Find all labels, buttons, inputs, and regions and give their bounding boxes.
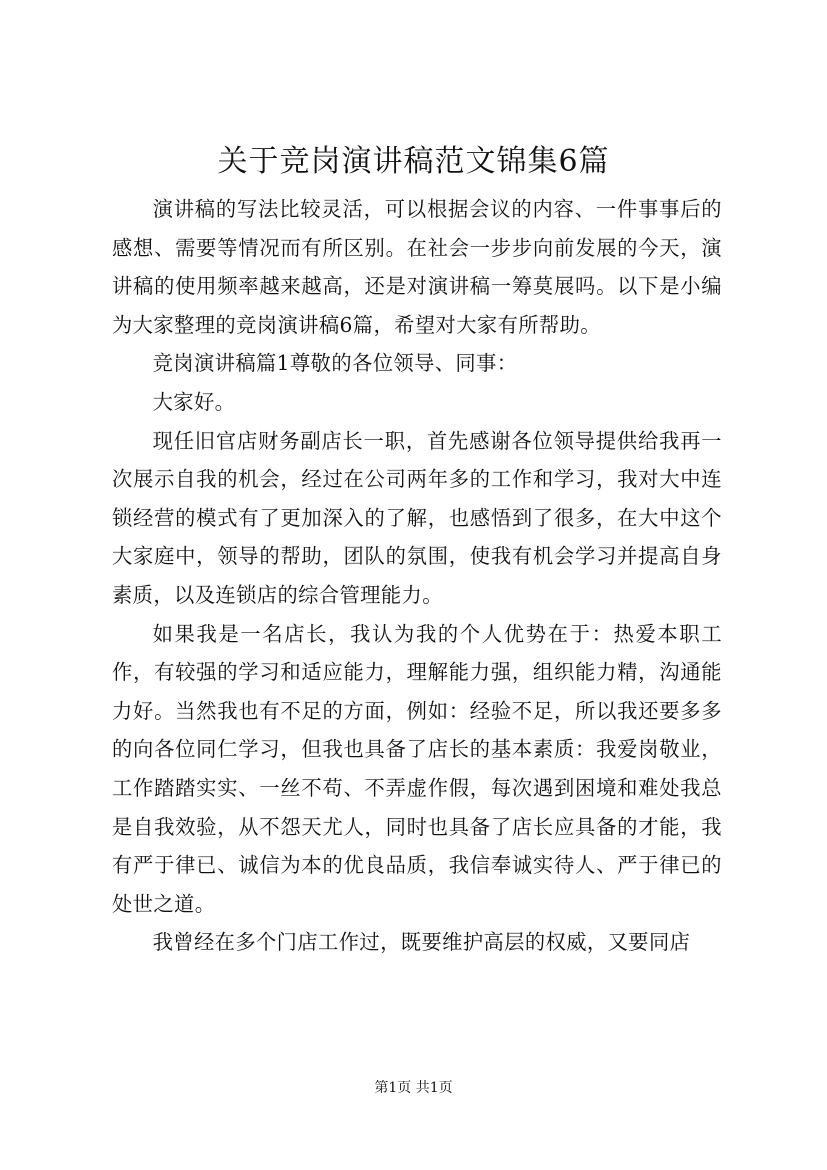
- document-body: [112, 190, 722, 962]
- document-title: 关于竞岗演讲稿范文锦集6篇: [217, 144, 610, 179]
- page-footer: 第1页 共1页: [374, 1080, 453, 1096]
- paragraph-strengths: 如果我是一名店长，我认为我的个人优势在于：热爱本职工作，有较强的学习和适应能力，理解能力强，组织能力精，沟通能力好。当然我也有不足的方面，例如：经验不足，所以我还要多多的向各位同仁学习，但我也具备了店长的基本素质：我爱岗敬业，工作踏踏实实、一丝不苟、不弄虚作假，每次遇到困境和难处我总是自我效验，从不怨天尤人，同时也具备了店长应具备的才能，我有严于律已、诚信为本的优良品质，我信奉诚实待人、严于律已的处世之道。: [112, 621, 722, 916]
- paragraph-current-role: 现任旧官店财务副店长一职，首先感谢各位领导提供给我再一次展示自我的机会，经过在公司两年多的工作和学习，我对大中连锁经营的模式有了更加深入的了解，也感悟到了很多，在大中这个大家庭中，领导的帮助，团队的氛围，使我有机会学习并提高自身素质，以及连锁店的综合管理能力。: [112, 428, 722, 607]
- paragraph-intro: 演讲稿的写法比较灵活，可以根据会议的内容、一件事事后的感想、需要等情况而有所区别。在社会一步步向前发展的今天，演讲稿的使用频率越来越高，还是对演讲稿一筹莫展吗。以下是小编为大家整理的竞岗演讲稿6篇，希望对大家有所帮助。: [112, 197, 722, 337]
- paragraph-speech-heading: 竞岗演讲稿篇1尊敬的各位领导、同事：: [152, 351, 518, 376]
- paragraph-experience: 我曾经在多个门店工作过，既要维护高层的权威，又要同店: [152, 930, 691, 955]
- paragraph-greeting: 大家好。: [152, 389, 236, 414]
